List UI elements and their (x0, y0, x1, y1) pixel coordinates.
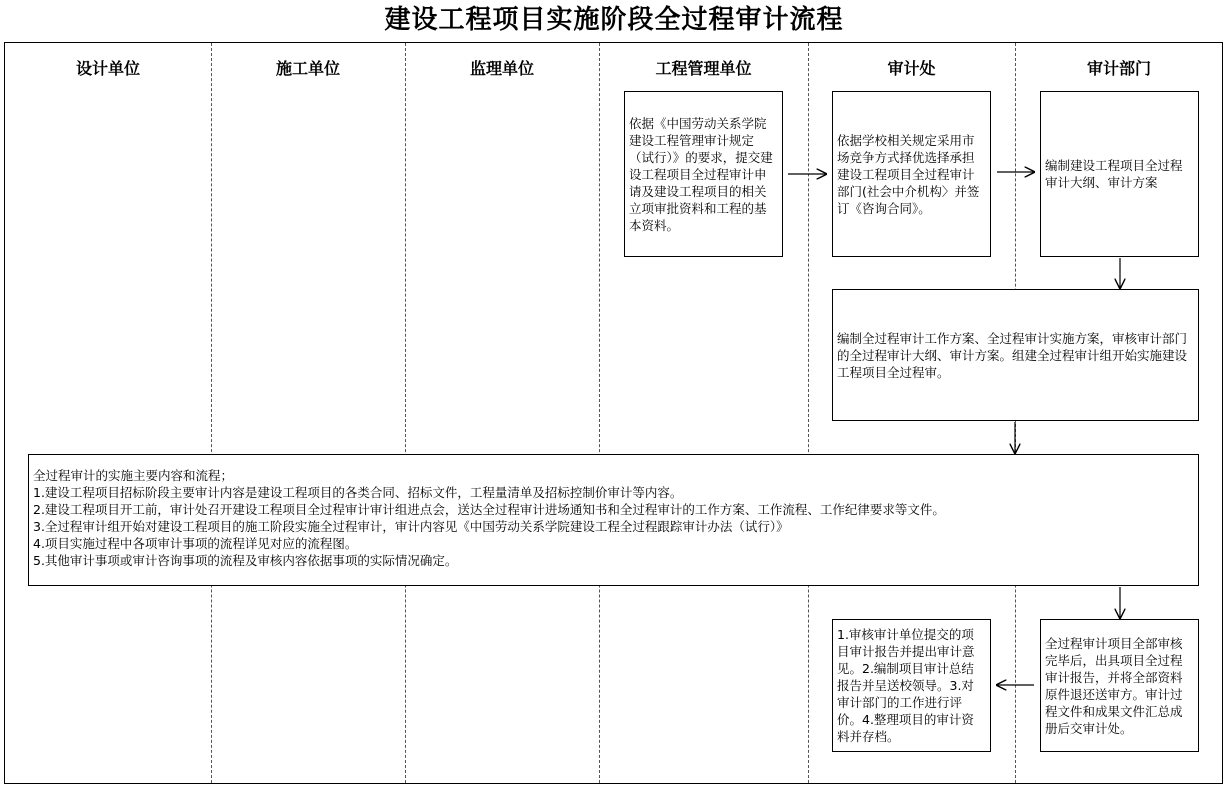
process-item-2: 2.建设工程项目开工前，审计处召开建设工程项目全过程审计审计组进点会，送达全过程审计进场通知书和全过程审计的工作方案、工作流程、工作纪律要求等文件。 (33, 502, 945, 517)
lane-header-audit-dept: 审计部门 (1086, 59, 1151, 78)
process-heading: 全过程审计的实施主要内容和流程； (33, 468, 234, 483)
box-text: 1.审核审计单位提交的项目审计报告并提出审计意见。2.编制项目审计总结报告并呈送校领导。3.对审计部门的工作进行评价。4.整理项目的审计资料并存档。 (837, 627, 975, 744)
lane-header-supervision: 监理单位 (469, 59, 534, 78)
process-item-5: 5.其他审计事项或审计咨询事项的流程及审核内容依据事项的实际情况确定。 (33, 553, 458, 568)
lane-header-audit-office: 审计处 (887, 59, 936, 78)
box-text: 全过程审计项目全部审核完毕后，出具项目全过程审计报告，并将全部资料原件退还送审方。审计过程文件和成果文件汇总成册后交审计处。 (1045, 635, 1183, 736)
lane-header-design: 设计单位 (75, 59, 140, 78)
box-text: 依据学校相关规定采用市场竞争方式择优选择承担建设工程项目全过程审计部门(社会中介机构〉并签订《咨询合同》。 (837, 132, 980, 216)
box-text: 编制全过程审计工作方案、全过程审计实施方案，审核审计部门的全过程审计大纲、审计方案。组建全过程审计组开始实施建设工程项目全过程审。 (837, 330, 1188, 380)
process-item-1: 1.建设工程项目招标阶段主要审计内容是建设工程项目的各类合同、招标文件，工程量清单及招标控制价审计等内容。 (33, 485, 683, 500)
box-text: 依据《中国劳动关系学院建设工程管理审计规定（试行）》的要求，提交建设工程项目全过程审计申请及建设工程项目的相关立项审批资料和工程的基本资料。 (629, 115, 773, 233)
process-item-3: 3.全过程审计组开始对建设工程项目的施工阶段实施全过程审计，审计内容见《中国劳动关系学院建设工程全过程跟踪审计办法（试行）》 (33, 519, 789, 534)
page-title: 建设工程项目实施阶段全过程审计流程 (384, 5, 844, 35)
lane-header-construction: 施工单位 (275, 59, 340, 78)
lane-header-management: 工程管理单位 (655, 59, 752, 78)
process-item-4: 4.项目实施过程中各项审计事项的流程详见对应的流程图。 (33, 536, 358, 551)
box-text: 编制建设工程项目全过程审计大纲、审计方案 (1045, 158, 1183, 190)
